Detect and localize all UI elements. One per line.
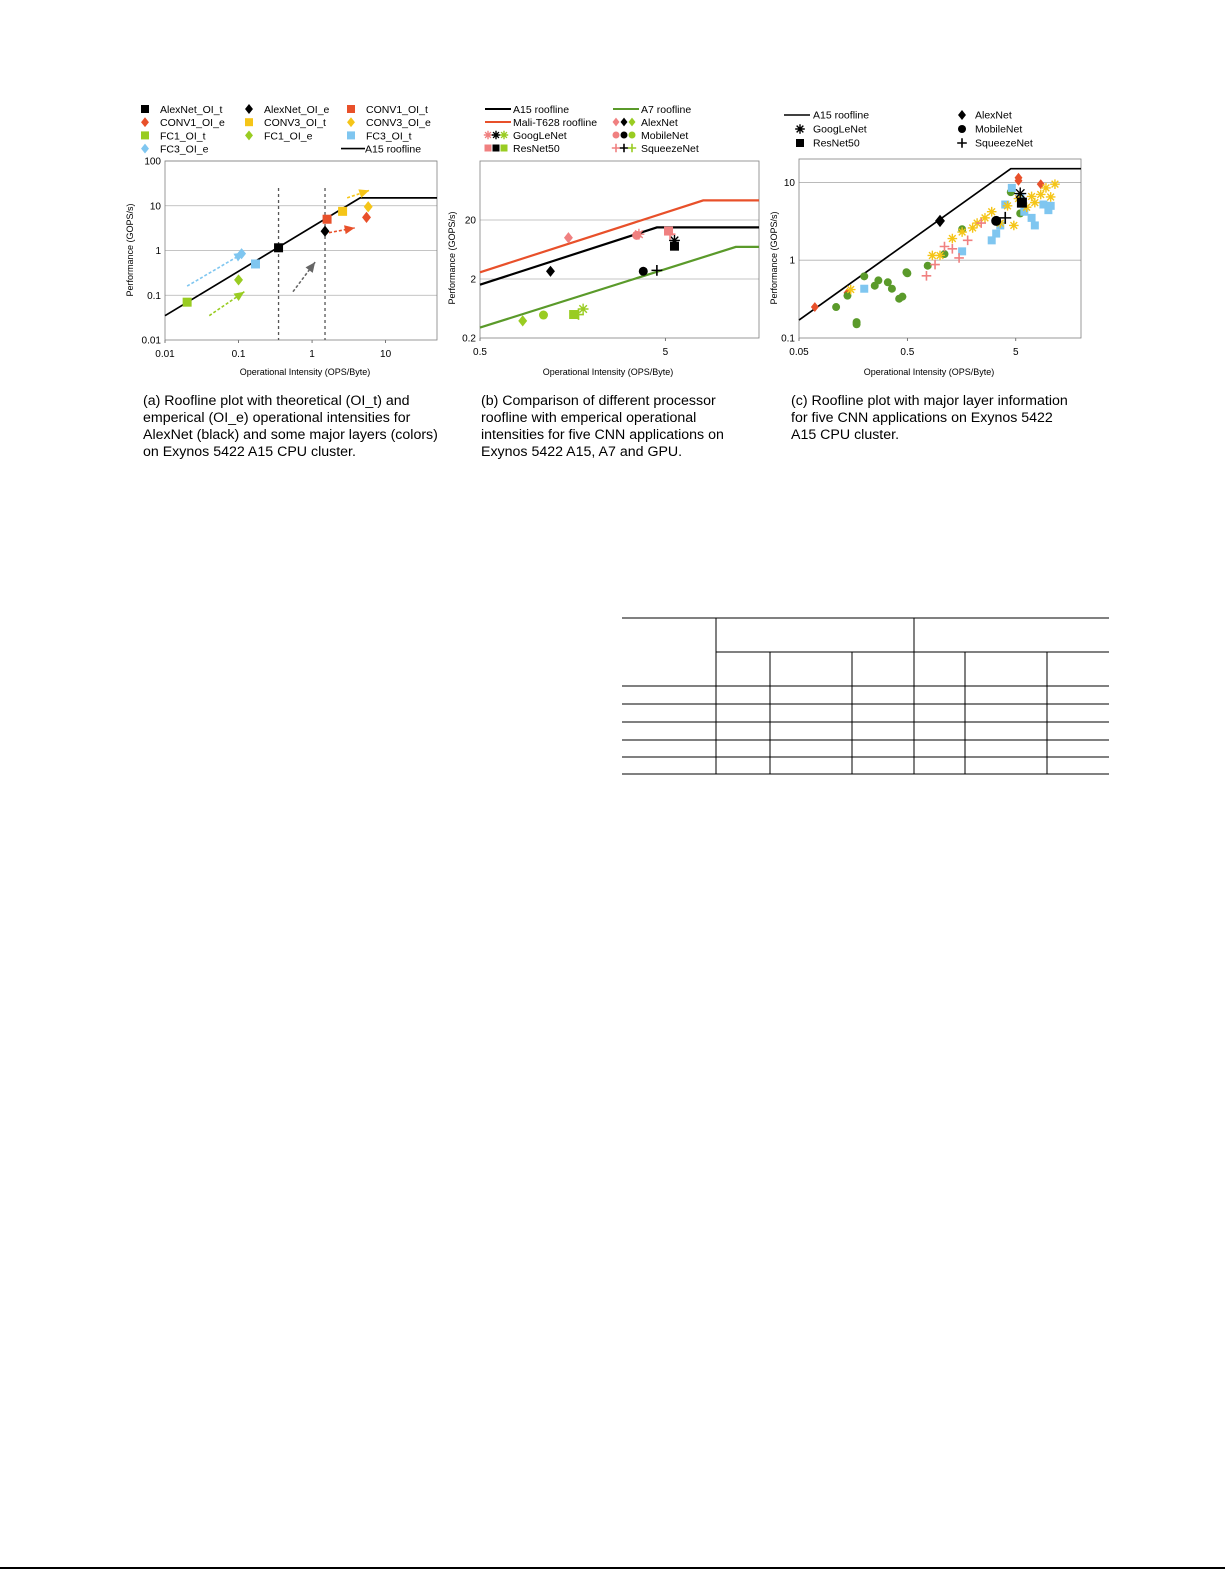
- x-tick-label: 5: [662, 347, 669, 358]
- data-point: [1041, 183, 1051, 193]
- page-bottom-rule: [0, 1567, 1225, 1569]
- legend-label: AlexNet_OI_e: [264, 104, 330, 116]
- legend-swatch: [245, 130, 253, 140]
- arrow-head: [344, 225, 355, 234]
- data-point: [364, 201, 373, 212]
- x-tick-label: 0.1: [231, 349, 246, 360]
- legend-label: CONV1_OI_e: [160, 117, 225, 130]
- y-tick-label: 10: [149, 201, 161, 213]
- y-tick-label: 0.1: [147, 290, 161, 302]
- data-point: [898, 293, 906, 301]
- legend-label: FC3_OI_e: [160, 143, 209, 156]
- legend-swatch: [957, 138, 967, 148]
- x-axis-title: Operational Intensity (OPS/Byte): [542, 367, 674, 377]
- data-point: [1050, 179, 1060, 189]
- legend-swatch: [492, 131, 500, 139]
- data-point: [963, 236, 973, 246]
- data-point: [935, 251, 945, 261]
- data-point: [1008, 184, 1016, 192]
- data-point: [987, 207, 997, 217]
- x-tick-label: 0.01: [155, 349, 175, 360]
- y-tick-label: 1: [789, 255, 795, 267]
- legend-swatch: [796, 139, 804, 147]
- legend-label: ResNet50: [513, 143, 560, 155]
- data-point: [922, 271, 932, 281]
- x-axis-title: Operational Intensity (OPS/Byte): [863, 367, 995, 377]
- data-point: [546, 266, 555, 277]
- data-point: [1017, 198, 1027, 208]
- data-point: [321, 226, 330, 237]
- data-point: [234, 274, 243, 285]
- legend-label: SqueezeNet: [975, 137, 1033, 150]
- plot-frame: [480, 161, 759, 338]
- data-point: [1031, 221, 1039, 229]
- data-point: [518, 315, 527, 326]
- data-point: [846, 285, 856, 295]
- data-point: [860, 285, 868, 293]
- legend-label: MobileNet: [641, 130, 689, 142]
- y-tick-label: 0.01: [141, 335, 161, 347]
- legend-label: GoogLeNet: [513, 130, 567, 142]
- data-point: [903, 269, 911, 277]
- legend-label: FC3_OI_t: [366, 130, 412, 143]
- legend-swatch: [621, 118, 628, 127]
- legend-swatch: [347, 117, 355, 127]
- arrow-head: [234, 292, 245, 301]
- data-point: [274, 243, 283, 252]
- legend-swatch: [141, 117, 149, 127]
- legend-label: FC1_OI_t: [160, 130, 206, 143]
- legend-swatch: [621, 132, 628, 139]
- data-point: [362, 212, 371, 223]
- data-point: [832, 303, 840, 311]
- chart-b: [447, 104, 759, 377]
- x-axis-title: Operational Intensity (OPS/Byte): [239, 367, 371, 377]
- legend-label: SqueezeNet: [641, 143, 699, 155]
- data-point: [1028, 214, 1036, 222]
- data-point: [670, 242, 679, 251]
- legend-swatch: [493, 145, 500, 152]
- legend-swatch: [612, 144, 620, 152]
- legend-label: ResNet50: [813, 137, 860, 150]
- legend-label: AlexNet_OI_t: [160, 104, 223, 116]
- y-axis-title: Performance (GOPS/s): [769, 211, 779, 305]
- legend-swatch: [795, 124, 805, 134]
- legend-swatch: [347, 131, 355, 139]
- chart-c: [769, 110, 1081, 378]
- data-point: [539, 311, 548, 320]
- legend-swatch: [141, 144, 149, 154]
- caption-c: (c) Roofline plot with major layer information for five CNN applications on Exynos 5422 A15 CPU cluster.: [791, 393, 1068, 443]
- data-point: [651, 265, 662, 276]
- data-point: [1030, 198, 1040, 208]
- data-point: [338, 207, 347, 216]
- data-point: [578, 304, 589, 315]
- legend-label: A15 roofline: [813, 109, 870, 122]
- arrow-head: [306, 262, 316, 273]
- legend-swatch: [485, 145, 492, 152]
- legend-label: AlexNet: [641, 117, 678, 129]
- data-point: [924, 262, 932, 270]
- x-tick-label: 10: [380, 349, 392, 360]
- data-point: [183, 298, 192, 307]
- legend-label: FC1_OI_e: [264, 130, 313, 143]
- legend-swatch: [484, 131, 492, 139]
- legend-swatch: [629, 118, 636, 127]
- data-point: [957, 227, 967, 237]
- y-tick-label: 100: [144, 156, 161, 168]
- y-tick-label: 10: [783, 177, 795, 189]
- data-point: [1003, 201, 1013, 211]
- legend-swatch: [628, 144, 636, 152]
- caption-b: (b) Comparison of different processor roofline with emperical operational intensities for five CNN applications on Exynos 5422 A15, A7 and GPU.: [481, 393, 724, 460]
- legend-swatch: [958, 125, 966, 133]
- blank-table: [622, 618, 1109, 774]
- data-point: [1047, 202, 1055, 210]
- caption-a: (a) Roofline plot with theoretical (OI_t) and emperical (OI_e) operational intensities for AlexNet (black) and some major layers (colors) on Exynos 5422 A15 CPU cluster.: [143, 393, 438, 460]
- data-point: [874, 276, 882, 284]
- y-tick-label: 20: [464, 215, 476, 227]
- x-tick-label: 1: [309, 349, 315, 360]
- legend-label: CONV3_OI_e: [366, 117, 431, 130]
- data-point: [1046, 192, 1056, 202]
- roofline-mali-t628-roofline: [480, 200, 759, 272]
- x-tick-label: 0.05: [789, 347, 809, 358]
- legend-swatch: [613, 132, 620, 139]
- legend-swatch: [501, 145, 508, 152]
- chart-a: [125, 104, 437, 377]
- roofline-a15-roofline: [799, 169, 1081, 320]
- y-axis-title: Performance (GOPS/s): [125, 203, 135, 297]
- data-point: [1036, 190, 1046, 200]
- legend-label: MobileNet: [975, 123, 1023, 136]
- data-point: [948, 234, 958, 244]
- y-tick-label: 2: [470, 274, 476, 286]
- data-point: [853, 318, 861, 326]
- roofline-a15-roofline: [480, 227, 759, 284]
- data-point: [639, 267, 648, 276]
- y-tick-label: 1: [155, 246, 161, 257]
- data-point: [948, 244, 958, 254]
- legend-swatch: [958, 110, 966, 120]
- data-point: [251, 259, 260, 268]
- data-point: [940, 242, 950, 252]
- legend-swatch: [347, 105, 355, 113]
- data-point: [860, 272, 868, 280]
- y-tick-label: 0.2: [462, 333, 476, 345]
- legend-swatch: [629, 132, 636, 139]
- legend-label: A15 roofline: [513, 104, 570, 116]
- data-point: [992, 230, 1000, 238]
- y-axis-title: Performance (GOPS/s): [447, 211, 457, 305]
- x-tick-label: 5: [1012, 347, 1019, 358]
- legend-swatch: [620, 144, 628, 152]
- roofline-a15-roofline: [165, 198, 437, 316]
- x-tick-label: 0.5: [473, 347, 487, 358]
- legend-swatch: [500, 131, 508, 139]
- legend-swatch: [141, 131, 149, 139]
- legend-label: Mali-T628 roofline: [513, 117, 598, 129]
- legend-label: A7 roofline: [641, 104, 692, 116]
- legend-label: CONV3_OI_t: [264, 117, 326, 130]
- legend-swatch: [613, 118, 620, 127]
- data-point: [1009, 221, 1019, 231]
- legend-swatch: [245, 104, 253, 114]
- data-point: [888, 285, 896, 293]
- legend-label: CONV1_OI_t: [366, 104, 428, 116]
- data-point: [930, 260, 940, 270]
- legend-swatch: [245, 118, 253, 126]
- legend-label: AlexNet: [975, 109, 1012, 122]
- arrow-head: [358, 189, 369, 198]
- data-point: [323, 215, 332, 224]
- legend-swatch: [141, 105, 149, 113]
- data-point: [632, 231, 641, 240]
- y-tick-label: 0.1: [781, 333, 795, 345]
- legend-label: A15 roofline: [365, 143, 422, 156]
- legend-label: GoogLeNet: [813, 123, 867, 136]
- x-tick-label: 0.5: [900, 347, 915, 358]
